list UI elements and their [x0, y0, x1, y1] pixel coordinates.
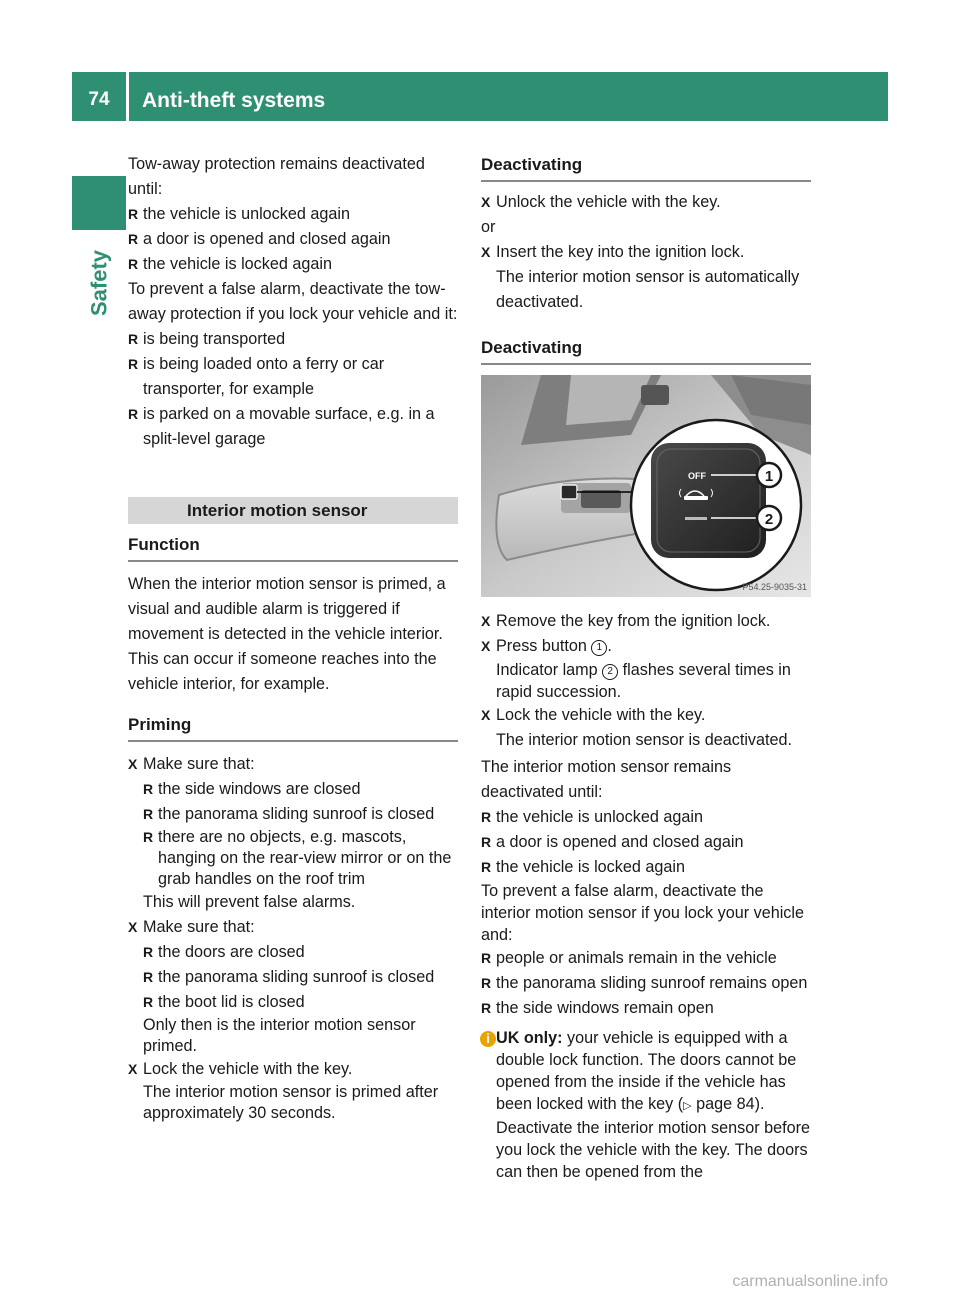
callout-1-number: 1 [764, 468, 774, 485]
overhead-control-panel-illustration [481, 375, 811, 597]
list-item: R the side windows remain open [481, 996, 811, 1021]
right-column [481, 152, 811, 1183]
step-note: The interior motion sensor is automatically deactivated. [496, 268, 800, 311]
list-item: R the vehicle is locked again [481, 855, 811, 880]
step-note: The interior motion sensor is deactivated. [496, 731, 793, 749]
list-item: R the panorama sliding sunroof is closed [143, 965, 458, 990]
function-text: When the interior motion sensor is primed, a visual and audible alarm is triggered if movement is detected in the vehicle interior. This can occur if someone reaches into the vehicle interior, for example. [128, 575, 446, 693]
instruction-step: X Make sure that: [128, 752, 458, 777]
page-title: Anti-theft systems [142, 89, 326, 112]
list-item: R the vehicle is unlocked again [128, 202, 458, 227]
page-header [72, 72, 888, 121]
list-item: R a door is opened and closed again [128, 227, 458, 252]
page-ref-arrow-icon: ▷ [683, 1100, 692, 1112]
list-item: R people or animals remain in the vehicle [481, 946, 811, 971]
left-column [128, 152, 458, 1124]
list-item: R is being transported [128, 327, 458, 352]
figure-code: P54.25-9035-31 [742, 582, 807, 592]
list-item: R the boot lid is closed [143, 990, 458, 1015]
instruction-step: X Lock the vehicle with the key. [481, 703, 811, 728]
header-divider [126, 72, 129, 121]
section-label: Safety [86, 249, 112, 317]
instruction-step: X Press button 1 . [481, 634, 811, 659]
list-item: R the panorama sliding sunroof is closed [143, 802, 458, 827]
page-number: 74 [88, 89, 110, 110]
list-item: R the panorama sliding sunroof remains open [481, 971, 811, 996]
instruction-step: X Remove the key from the ignition lock. [481, 609, 811, 634]
or-text: or [481, 218, 496, 236]
priming-heading: Priming [128, 712, 458, 742]
step-note: Only then is the interior motion sensor primed. [143, 1016, 416, 1055]
list-item: R a door is opened and closed again [481, 830, 811, 855]
sensor-button-figure [481, 375, 811, 597]
info-note: i UK only: your vehicle is equipped with a double lock function. The doors cannot be opened from the inside if the vehicle has been locked with the key (▷ page 84). Deactivate the interior motion sensor before you lock the vehicle with the key. The doors can then be opened from the [481, 1027, 811, 1183]
list-item: R the vehicle is unlocked again [481, 805, 811, 830]
instruction-step: X Make sure that: [128, 915, 458, 940]
section-tab [72, 176, 126, 230]
intro-text: Tow-away protection remains deactivated until: [128, 155, 425, 198]
remains-text: The interior motion sensor remains deactivated until: [481, 758, 732, 801]
watermark: carmanualsonline.info [732, 1273, 888, 1290]
instruction-step: X Insert the key into the ignition lock. [481, 240, 811, 265]
callout-1-ref: 1 [591, 640, 607, 656]
callout-2-number: 2 [764, 511, 774, 528]
section-heading: Interior motion sensor [128, 497, 458, 524]
deactivating-heading: Deactivating [481, 152, 811, 182]
prevent-text: To prevent a false alarm, deactivate the interior motion sensor if you lock your vehicle and: [481, 882, 804, 944]
step-note: This will prevent false alarms. [143, 893, 356, 911]
list-item: R is parked on a movable surface, e.g. in a split-level garage [128, 402, 458, 452]
off-label: OFF [688, 471, 706, 481]
list-item: R the side windows are closed [143, 777, 458, 802]
step-note: Indicator lamp 2 flashes several times in rapid succession. [496, 661, 791, 701]
step-note: The interior motion sensor is primed after approximately 30 seconds. [143, 1083, 439, 1122]
list-item: R the doors are closed [143, 940, 458, 965]
instruction-step: X Lock the vehicle with the key. [128, 1057, 458, 1082]
list-item: R is being loaded onto a ferry or car transporter, for example [128, 352, 458, 402]
info-icon: i [480, 1031, 496, 1047]
callout-2-ref: 2 [602, 664, 618, 680]
list-item: R the vehicle is locked again [128, 252, 458, 277]
instruction-step: X Unlock the vehicle with the key. [481, 190, 811, 215]
list-item: R there are no objects, e.g. mascots, hanging on the rear-view mirror or on the grab handles on the roof trim [143, 827, 458, 890]
deactivating-heading: Deactivating [481, 335, 811, 365]
function-heading: Function [128, 532, 458, 562]
prevent-text: To prevent a false alarm, deactivate the tow-away protection if you lock your vehicle and it: [128, 280, 458, 323]
